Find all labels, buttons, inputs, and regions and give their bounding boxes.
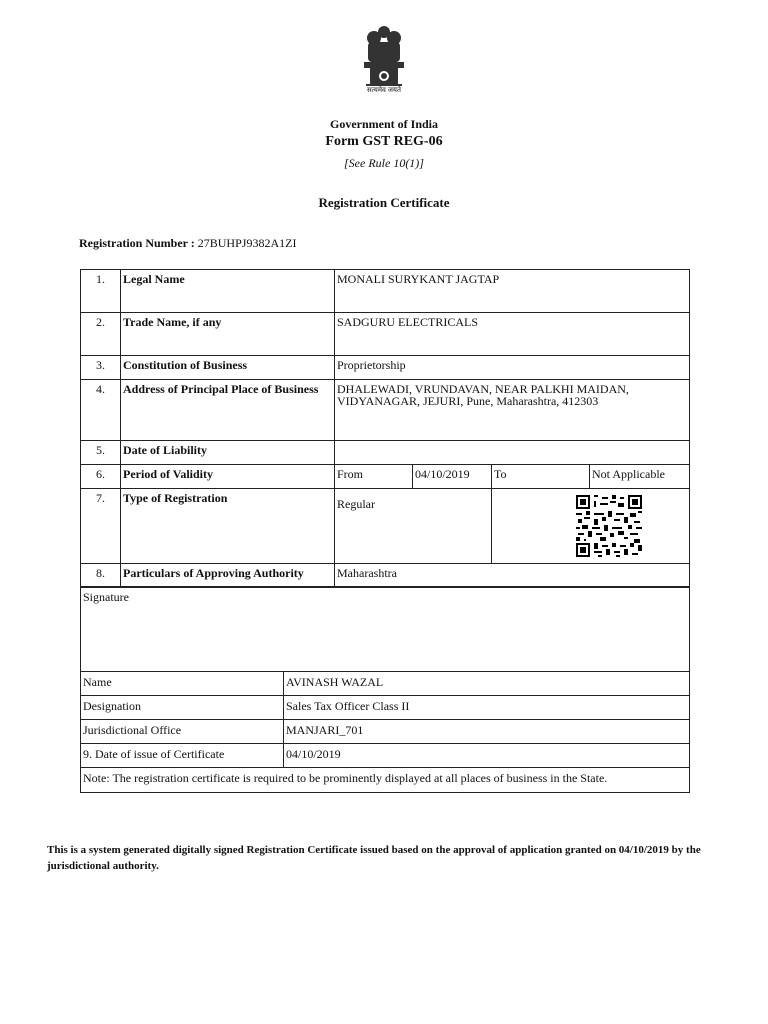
row-number: 5. bbox=[81, 441, 121, 465]
jurisdictional-office-label: Jurisdictional Office bbox=[81, 720, 284, 744]
validity-from-label: From bbox=[335, 465, 413, 489]
issue-date-value: 04/10/2019 bbox=[284, 744, 690, 768]
row-number: 3. bbox=[81, 356, 121, 380]
rule-reference: [See Rule 10(1)] bbox=[344, 156, 424, 170]
issue-date-label: 9. Date of issue of Certificate bbox=[81, 744, 284, 768]
address-value: DHALEWADI, VRUNDAVAN, NEAR PALKHI MAIDAN, VIDYANAGAR, JEJURI, Pune, Maharashtra, 412303 bbox=[335, 380, 690, 441]
table-row bbox=[81, 564, 690, 588]
validity-from-value: 04/10/2019 bbox=[413, 465, 492, 489]
signature-label: Signature bbox=[81, 587, 690, 672]
row-label: Trade Name, if any bbox=[121, 313, 335, 356]
row-label: Constitution of Business bbox=[121, 356, 335, 380]
table-row bbox=[81, 672, 690, 696]
table-row bbox=[81, 587, 690, 672]
certificate-details-table bbox=[80, 269, 690, 588]
row-number: 8. bbox=[81, 564, 121, 588]
qr-code-icon bbox=[576, 495, 642, 557]
jurisdictional-office-value: MANJARI_701 bbox=[284, 720, 690, 744]
constitution-value: Proprietorship bbox=[335, 356, 690, 380]
table-row bbox=[81, 441, 690, 465]
designation-value: Sales Tax Officer Class II bbox=[284, 696, 690, 720]
form-title: Form GST REG-06 bbox=[325, 134, 443, 149]
display-note: Note: The registration certificate is required to be prominently displayed at all places of business in the State. bbox=[81, 768, 690, 793]
registration-type-value: Regular bbox=[337, 497, 375, 511]
approving-authority-value: Maharashtra bbox=[335, 564, 690, 588]
table-row bbox=[81, 696, 690, 720]
table-row bbox=[81, 356, 690, 380]
table-row bbox=[81, 744, 690, 768]
row-number: 6. bbox=[81, 465, 121, 489]
certificate-title: Registration Certificate bbox=[318, 195, 450, 210]
trade-name-value: SADGURU ELECTRICALS bbox=[335, 313, 690, 356]
name-label: Name bbox=[81, 672, 284, 696]
registration-number bbox=[79, 236, 296, 251]
row-number: 4. bbox=[81, 380, 121, 441]
designation-label: Designation bbox=[81, 696, 284, 720]
row-label: Legal Name bbox=[121, 270, 335, 313]
government-heading: Government of India bbox=[330, 117, 438, 131]
table-row bbox=[81, 270, 690, 313]
liability-date-value bbox=[335, 441, 690, 465]
row-label: Address of Principal Place of Business bbox=[121, 380, 335, 441]
validity-to-value: Not Applicable bbox=[590, 465, 690, 489]
table-row bbox=[81, 313, 690, 356]
row-label: Period of Validity bbox=[121, 465, 335, 489]
emblem-motto: सत्यमेव जयते bbox=[367, 86, 401, 94]
registration-number-label: Registration Number : bbox=[79, 236, 195, 250]
row-label: Particulars of Approving Authority bbox=[121, 564, 335, 588]
table-row bbox=[81, 720, 690, 744]
table-row bbox=[81, 768, 690, 793]
footer-disclaimer: This is a system generated digitally signed Registration Certificate issued based on the approval of application granted on 04/10/2019 by the jurisdictional authority. bbox=[47, 844, 701, 872]
row-label: Type of Registration bbox=[121, 489, 335, 564]
table-row bbox=[81, 465, 690, 489]
validity-to-label: To bbox=[492, 465, 590, 489]
name-value: AVINASH WAZAL bbox=[284, 672, 690, 696]
registration-number-value: 27BUHPJ9382A1ZI bbox=[197, 236, 297, 250]
registration-type-cell bbox=[335, 489, 492, 564]
table-row bbox=[81, 380, 690, 441]
row-number: 7. bbox=[81, 489, 121, 564]
row-number: 2. bbox=[81, 313, 121, 356]
row-number: 1. bbox=[81, 270, 121, 313]
legal-name-value: MONALI SURYKANT JAGTAP bbox=[335, 270, 690, 313]
table-row bbox=[81, 489, 690, 564]
qr-cell bbox=[492, 489, 690, 564]
row-label: Date of Liability bbox=[121, 441, 335, 465]
signature-table bbox=[80, 586, 690, 793]
